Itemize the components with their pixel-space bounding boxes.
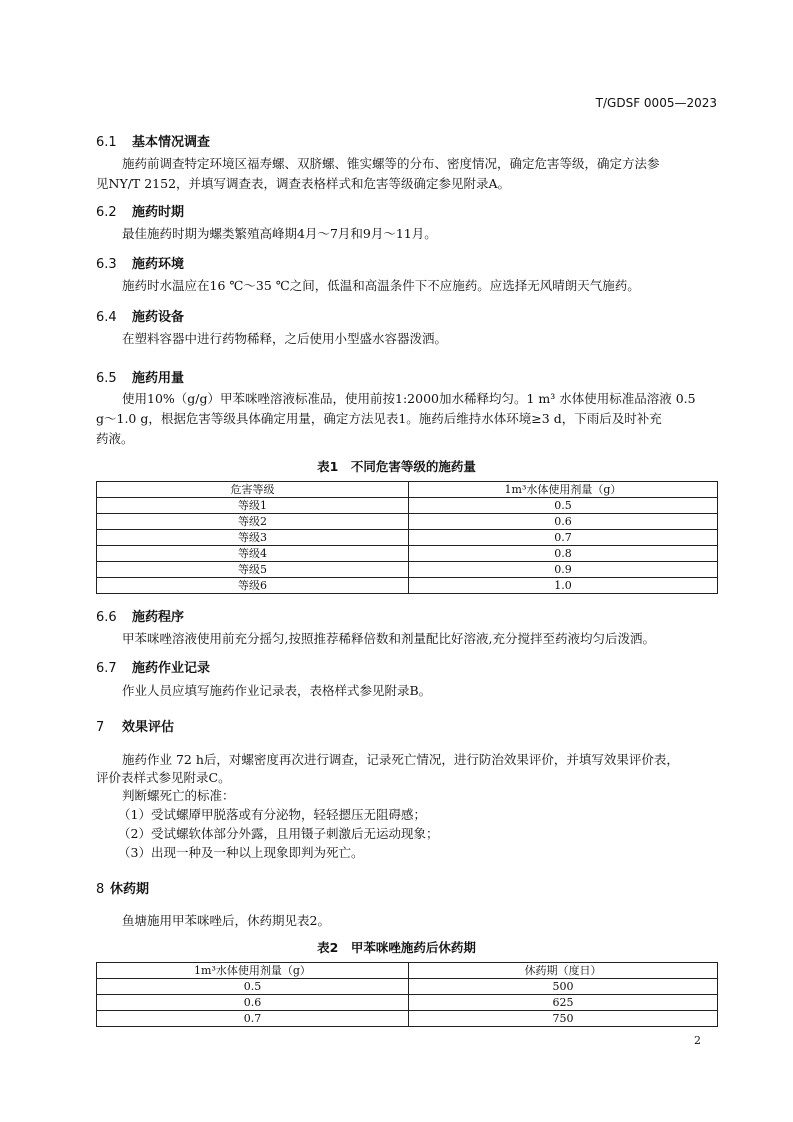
table1-caption: 表1 不同危害等级的施药量 (317, 459, 476, 474)
document-id: T/GDSF 0005—2023 (595, 96, 717, 110)
paragraph-line: （2）受试螺软体部分外露，且用镊子刺激后无运动现象； (118, 826, 439, 841)
table2 (96, 962, 718, 1027)
table-cell: 0.5 (97, 979, 409, 995)
paragraph-line: 施药前调查特定环境区福寿螺、双脐螺、锥实螺等的分布、密度情况，确定危害等级，确定方法参 (122, 156, 660, 171)
table-cell: 625 (409, 995, 718, 1011)
paragraph-line: 使用10%（g/g）甲苯咪唑溶液标准品，使用前按1:2000加水稀释均匀。1 m³ 水体使用标准品溶液 0.5 (122, 391, 696, 406)
table-header-row (97, 482, 718, 498)
paragraph-line: 在塑料容器中进行药物稀释，之后使用小型盛水容器泼洒。 (122, 331, 448, 346)
table-header-cell: 危害等级 (97, 482, 409, 498)
table-row (97, 498, 718, 514)
table-cell: 等级3 (97, 530, 409, 546)
section-heading-6-3: 6.3 施药环境 (96, 257, 185, 272)
paragraph-line: 判断螺死亡的标准： (122, 788, 235, 803)
table-row (97, 995, 718, 1011)
section-heading-6-4: 6.4 施药设备 (96, 310, 185, 325)
table-cell: 0.5 (409, 498, 718, 514)
paragraph-line: g～1.0 g，根据危害等级具体确定用量，确定方法见表1。施药后维持水体环境≥3 d，下雨后及时补充 (96, 411, 662, 426)
table-cell: 等级2 (97, 514, 409, 530)
paragraph-line: （1）受试螺厣甲脱落或有分泌物，轻轻摁压无阻碍感； (118, 807, 426, 822)
table-cell: 0.9 (409, 562, 718, 578)
paragraph-line: 药液。 (96, 431, 134, 446)
table-row (97, 1011, 718, 1027)
section-heading-6-5: 6.5 施药用量 (96, 371, 185, 386)
section-heading-6-2: 6.2 施药时期 (96, 205, 185, 220)
paragraph-line: 鱼塘施用甲苯咪唑后，休药期见表2。 (122, 913, 330, 928)
table-row (97, 979, 718, 995)
table-row (97, 530, 718, 546)
page-number: 2 (694, 1034, 701, 1047)
table-row (97, 546, 718, 562)
table-cell: 等级1 (97, 498, 409, 514)
table-cell: 等级4 (97, 546, 409, 562)
table-cell: 0.8 (409, 546, 718, 562)
table-header-row (97, 963, 718, 979)
table-row (97, 514, 718, 530)
table2-caption: 表2 甲苯咪唑施药后休药期 (317, 940, 476, 955)
paragraph-line: 施药作业 72 h后，对螺密度再次进行调查，记录死亡情况，进行防治效果评价，并填写效果评价表， (122, 752, 679, 767)
table-cell: 1.0 (409, 578, 718, 594)
table-cell: 0.7 (97, 1011, 409, 1027)
table-cell: 0.7 (409, 530, 718, 546)
table-header-cell: 1m³水体使用剂量（g） (97, 963, 409, 979)
table-cell: 750 (409, 1011, 718, 1027)
paragraph-line: 作业人员应填写施药作业记录表，表格样式参见附录B。 (122, 683, 432, 698)
paragraph-line: 甲苯咪唑溶液使用前充分摇匀,按照推荐稀释倍数和剂量配比好溶液,充分搅拌至药液均匀后泼洒。 (122, 631, 655, 646)
paragraph-line: 评价表样式参见附录C。 (96, 770, 231, 785)
table-row (97, 578, 718, 594)
table-row (97, 562, 718, 578)
paragraph-line: 见NY/T 2152，并填写调查表，调查表格样式和危害等级确定参见附录A。 (96, 176, 511, 191)
paragraph-line: 施药时水温应在16 ℃～35 ℃之间，低温和高温条件下不应施药。应选择无风晴朗天气施药。 (122, 278, 640, 293)
section-heading-6-6: 6.6 施药程序 (96, 610, 185, 625)
table-header-cell: 1m³水体使用剂量（g） (409, 482, 718, 498)
section-heading-8: 8 休药期 (96, 882, 150, 897)
table-cell: 0.6 (409, 514, 718, 530)
paragraph-line: 最佳施药时期为螺类繁殖高峰期4月～7月和9月～11月。 (122, 226, 437, 241)
table-cell: 等级6 (97, 578, 409, 594)
table-header-cell: 休药期（度日） (409, 963, 718, 979)
table-cell: 500 (409, 979, 718, 995)
section-heading-6-7: 6.7 施药作业记录 (96, 661, 211, 676)
table1 (96, 481, 718, 594)
section-heading-7: 7 效果评估 (96, 720, 175, 735)
section-heading-6-1: 6.1 基本情况调查 (96, 135, 211, 150)
paragraph-line: （3）出现一种及一种以上现象即判为死亡。 (118, 845, 364, 860)
table-cell: 等级5 (97, 562, 409, 578)
table-cell: 0.6 (97, 995, 409, 1011)
